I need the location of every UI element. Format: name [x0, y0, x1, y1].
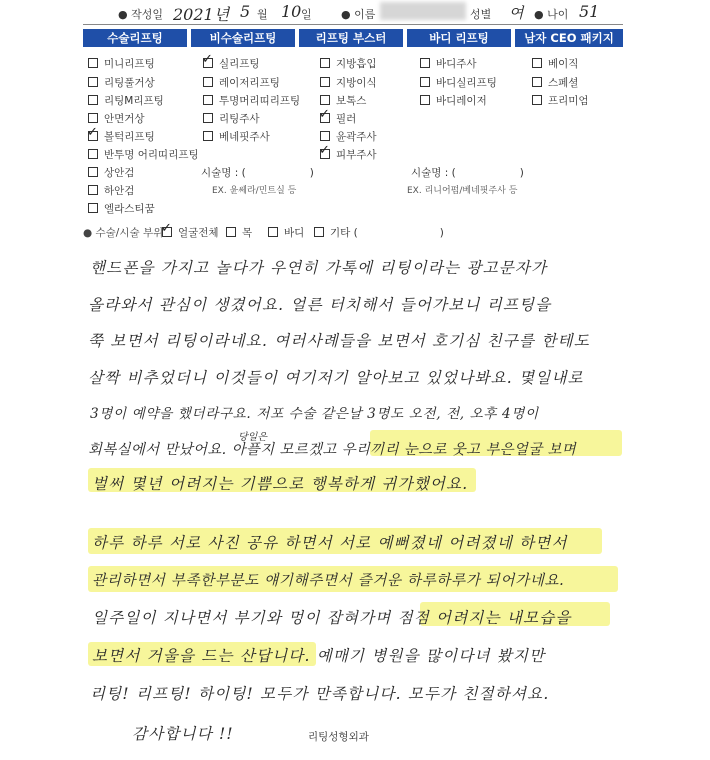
review-line: 핸드폰을 가지고 놀다가 우연히 가톡에 리팅이라는 광고문자가 [90, 259, 548, 277]
checkmark-icon: ✓ [319, 143, 330, 158]
checkbox[interactable] [203, 113, 213, 123]
option-label: 볼턱리프팅 [104, 131, 155, 143]
option-lifting-injection[interactable] [203, 111, 260, 126]
category-header-ceo: 남자 CEO 패키지 [515, 29, 623, 47]
checkbox[interactable] [87, 125, 98, 141]
review-line: 쭉 보면서 리팅이라네요. 여러사례들을 보면서 호기심 친구를 한테도 [88, 332, 590, 350]
checkbox[interactable] [532, 95, 542, 105]
review-line: 올라와서 관심이 생겼어요. 얼른 터치해서 들어가보니 리프팅을 [88, 296, 552, 314]
review-line: 하루 하루 서로 사진 공유 하면서 서로 예뻐졌네 어려졌네 하면서 [92, 534, 568, 552]
area-label: ● 수술/시술 부위 [83, 227, 164, 239]
option-label: 윤곽주사 [336, 131, 377, 143]
checkbox[interactable] [319, 143, 330, 159]
option-premium[interactable] [532, 93, 589, 108]
option-label: 엘라스티꿈 [104, 203, 155, 215]
option-label: 보톡스 [336, 95, 367, 107]
option-fat-graft[interactable] [320, 75, 377, 90]
checkbox[interactable] [88, 77, 98, 87]
procedure-name-label: 시술명 : ( [411, 167, 456, 179]
option-label: 기타 ( [330, 227, 358, 239]
checkbox[interactable] [202, 52, 213, 68]
category-header-nonsurgical: 비수술리프팅 [191, 29, 295, 47]
checkbox[interactable] [203, 77, 213, 87]
clinic-name: 리팅성형외과 [308, 731, 369, 743]
option-label: 바디레이저 [436, 95, 487, 107]
gender-label: 성별 [470, 8, 492, 21]
area-option-body[interactable] [268, 225, 304, 240]
option-mini-lifting[interactable] [88, 56, 155, 71]
option-skin-injection[interactable] [319, 143, 377, 162]
option-label: 레이저리프팅 [219, 77, 280, 89]
option-body-laser[interactable] [420, 93, 487, 108]
option-label: 지방흡입 [336, 58, 377, 70]
option-label: 리팅주사 [219, 113, 260, 125]
option-label: 바디주사 [436, 58, 477, 70]
name-label: ● 이름 [341, 8, 376, 21]
checkbox[interactable] [226, 227, 236, 237]
category-header-body: 바디 리프팅 [407, 29, 511, 47]
review-line: 보면서 거울을 드는 산답니다. 예매기 병원을 많이다녀 봤지만 [92, 647, 546, 665]
checkbox[interactable] [88, 167, 98, 177]
category-header-surgical: 수술리프팅 [83, 29, 187, 47]
checkbox[interactable] [532, 58, 542, 68]
review-line: 벌써 몇년 어려지는 기쁨으로 행복하게 귀가했어요. [92, 475, 469, 493]
option-label: 하안검 [104, 185, 135, 197]
option-m-lifting[interactable] [88, 93, 164, 108]
checkbox[interactable] [320, 95, 330, 105]
procedure-name-close: ) [309, 167, 314, 179]
checkbox[interactable] [88, 95, 98, 105]
option-thread-lifting[interactable] [202, 52, 260, 71]
age-value: 51 [579, 2, 600, 21]
area-close: ) [439, 227, 444, 239]
review-line: 3명이 예약을 했더라구요. 저포 수술 같은날 3명도 오전, 전, 오후 4명이 [90, 406, 539, 422]
checkbox[interactable] [320, 77, 330, 87]
option-label: 지방이식 [336, 77, 377, 89]
option-label: 얼굴전체 [178, 227, 219, 239]
gender-value: 여 [509, 4, 524, 22]
checkbox[interactable] [420, 58, 430, 68]
option-liposuction[interactable] [320, 56, 377, 71]
checkbox[interactable] [203, 95, 213, 105]
procedure-example-1: EX. 윤쎄라/민트실 등 [212, 186, 297, 196]
procedure-name-field-2[interactable] [411, 165, 524, 180]
checkbox[interactable] [88, 203, 98, 213]
day-unit: 일 [301, 8, 312, 21]
month-value: 5 [240, 2, 251, 21]
option-benefit-injection[interactable] [203, 129, 270, 144]
checkbox[interactable] [88, 185, 98, 195]
option-transparent-headband[interactable] [203, 93, 300, 108]
option-body-injection[interactable] [420, 56, 477, 71]
option-label: 리팅풀거상 [104, 77, 155, 89]
checkbox[interactable] [420, 95, 430, 105]
checkmark-icon: ✓ [87, 125, 98, 140]
option-botox[interactable] [320, 93, 366, 108]
option-elasticum[interactable] [88, 201, 155, 216]
option-full-facelift[interactable] [88, 75, 155, 90]
option-label: 프리미엄 [548, 95, 589, 107]
option-label: 반투명 어리띠리프팅 [104, 149, 199, 161]
review-line: 회복실에서 만났어요. 아플지 모르겠고 우리끼리 눈으로 웃고 부은얼굴 보며 [88, 442, 577, 458]
option-label: 바디 [284, 227, 305, 239]
checkbox[interactable] [320, 131, 330, 141]
checkmark-icon: ✓ [319, 107, 330, 122]
checkbox[interactable] [88, 113, 98, 123]
checkbox[interactable] [161, 221, 172, 237]
checkbox[interactable] [319, 107, 330, 123]
area-option-face[interactable] [161, 221, 219, 240]
option-body-thread[interactable] [420, 75, 497, 90]
header-divider [83, 24, 623, 25]
procedure-name-field-1[interactable] [201, 165, 314, 180]
option-label: 실리프팅 [219, 58, 260, 70]
month-unit: 월 [257, 8, 268, 21]
option-lower-eyelid[interactable] [88, 183, 134, 198]
name-redaction [380, 2, 466, 20]
checkbox[interactable] [532, 77, 542, 87]
procedure-example-2: EX. 리니어펌/베네핏주사 등 [407, 186, 518, 196]
review-line: 리팅! 리프팅! 하이팅! 모두가 만족합니다. 모두가 친절하셔요. [90, 685, 550, 703]
option-label: 베이직 [548, 58, 579, 70]
option-label: 베네핏주사 [219, 131, 270, 143]
review-line: 일주일이 지나면서 부기와 멍이 잡혀가며 점점 어려지는 내모습을 [92, 609, 572, 627]
option-label: 스페셜 [548, 77, 579, 89]
day-value: 10 [281, 2, 302, 21]
review-line: 관리하면서 부족한부분도 얘기해주면서 즐거운 하루하루가 되어가네요. [92, 572, 565, 589]
option-contour-injection[interactable] [320, 129, 377, 144]
checkmark-icon: ✓ [202, 52, 213, 67]
area-option-other[interactable] [314, 225, 444, 240]
option-jaw-lifting[interactable] [87, 125, 155, 144]
option-facelift[interactable] [88, 111, 145, 126]
checkbox[interactable] [314, 227, 324, 237]
year-value: 2021년 [173, 5, 230, 24]
checkbox[interactable] [320, 58, 330, 68]
procedure-name-label: 시술명 : ( [201, 167, 246, 179]
option-label: 목 [242, 227, 253, 239]
option-headband-lifting[interactable] [88, 147, 199, 162]
checkbox[interactable] [420, 77, 430, 87]
age-label: ● 나이 [534, 8, 569, 21]
option-label: 바디실리프팅 [436, 77, 497, 89]
option-label: 투명머리띠리프팅 [219, 95, 301, 107]
option-laser-lifting[interactable] [203, 75, 280, 90]
option-label: 리팅M리프팅 [104, 95, 164, 107]
checkbox[interactable] [268, 227, 278, 237]
review-line: 감사합니다 !! [132, 725, 234, 743]
option-label: 필러 [336, 113, 357, 125]
option-label: 상안검 [104, 167, 135, 179]
area-option-neck[interactable] [226, 225, 252, 240]
option-special[interactable] [532, 75, 578, 90]
option-label: 안면거상 [104, 113, 145, 125]
checkmark-icon: ✓ [161, 221, 172, 236]
option-filler[interactable] [319, 107, 357, 126]
option-upper-eyelid[interactable] [88, 165, 134, 180]
procedure-name-close: ) [519, 167, 524, 179]
category-header-booster: 리프팅 부스터 [299, 29, 403, 47]
option-basic[interactable] [532, 56, 578, 71]
checkbox[interactable] [88, 149, 98, 159]
inserted-word: 당일은 [238, 432, 267, 443]
checkbox[interactable] [88, 58, 98, 68]
option-label: 피부주사 [336, 149, 377, 161]
review-line: 살짝 비추었더니 이것들이 여기저기 알아보고 있었나봐요. 몇일내로 [88, 369, 584, 387]
option-label: 미니리프팅 [104, 58, 155, 70]
date-label: ● 작성일 [118, 8, 163, 21]
checkbox[interactable] [203, 131, 213, 141]
